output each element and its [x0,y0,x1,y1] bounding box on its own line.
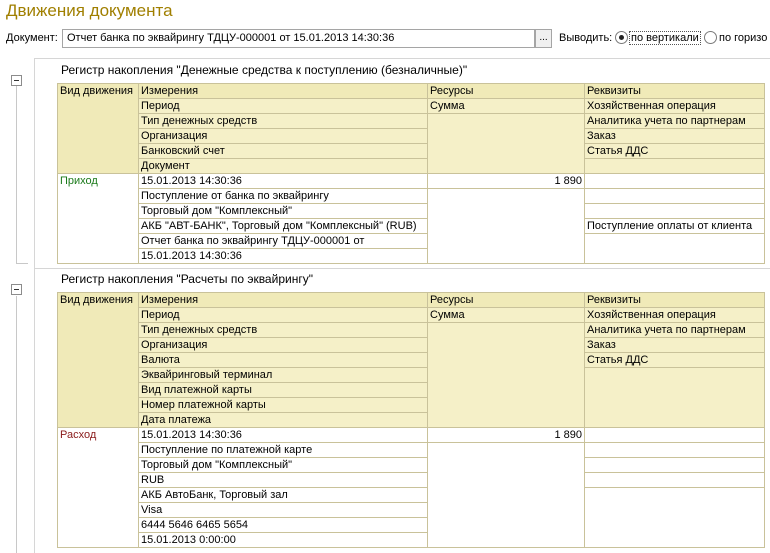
register-title: Регистр накопления "Денежные средства к поступлению (безналичные)" [61,63,468,77]
attribute-field: Аналитика учета по партнерам [585,323,765,338]
attribute-field: Заказ [585,129,765,144]
movement-type-expense: Расход [58,428,139,548]
dimension-value: Поступление по платежной карте [139,443,428,458]
dimension-field: Тип денежных средств [139,323,428,338]
resource-blank [428,189,585,264]
dimension-value: АКБ АвтоБанк, Торговый зал [139,488,428,503]
dimension-value: 6444 5646 6465 5654 [139,518,428,533]
dimension-value: 15.01.2013 0:00:00 [139,533,428,548]
dimension-value: АКБ "АВТ-БАНК", Торговый дом "Комплексный" (RUB) [139,219,428,234]
document-select-button[interactable]: ... [535,29,552,48]
dimension-value: 15.01.2013 14:30:36 [139,428,428,443]
attribute-field: Аналитика учета по партнерам [585,114,765,129]
radio-vertical-label[interactable]: по вертикали [631,32,699,44]
column-header-attributes: Реквизиты [585,293,765,308]
attribute-value [585,458,765,473]
attribute-value [585,473,765,488]
column-header-resources: Ресурсы [428,293,585,308]
document-label: Документ: [6,32,58,44]
dimension-field: Период [139,99,428,114]
attribute-field: Хозяйственная операция [585,308,765,323]
dimension-field: Валюта [139,353,428,368]
dimension-field: Вид платежной карты [139,383,428,398]
column-header-movement: Вид движения [58,84,139,174]
resource-blank [428,323,585,428]
window-title: Движения документа [6,1,173,20]
dimension-value: Торговый дом "Комплексный" [139,204,428,219]
dimension-value: 15.01.2013 14:30:36 [139,174,428,189]
register-table [57,83,765,264]
column-header-resources: Ресурсы [428,84,585,99]
attribute-blank [585,234,765,264]
column-header-dimensions: Измерения [139,293,428,308]
output-label: Выводить: [559,32,613,44]
resource-blank [428,114,585,174]
radio-vertical[interactable] [615,31,628,44]
attribute-blank [585,368,765,428]
column-header-movement: Вид движения [58,293,139,428]
register-table [57,292,765,548]
attribute-value [585,204,765,219]
resource-field: Сумма [428,99,585,114]
dimension-field: Эквайринговый терминал [139,368,428,383]
dimension-value: Торговый дом "Комплексный" [139,458,428,473]
tree-line [16,296,17,553]
resource-value: 1 890 [428,174,585,189]
dimension-field: Документ [139,159,428,174]
resource-field: Сумма [428,308,585,323]
attribute-value: Поступление оплаты от клиента [585,219,765,234]
dimension-field: Номер платежной карты [139,398,428,413]
tree-line [16,263,28,264]
dimension-field: Период [139,308,428,323]
radio-horizontal[interactable] [704,31,717,44]
register-title: Регистр накопления "Расчеты по эквайрингу" [61,272,313,286]
column-header-dimensions: Измерения [139,84,428,99]
attribute-field: Хозяйственная операция [585,99,765,114]
dimension-field: Тип денежных средств [139,114,428,129]
movement-type-income: Приход [58,174,139,264]
attribute-value [585,189,765,204]
dimension-field: Банковский счет [139,144,428,159]
attribute-field: Статья ДДС [585,353,765,368]
column-header-attributes: Реквизиты [585,84,765,99]
attribute-blank [585,159,765,174]
resource-blank [428,443,585,548]
collapse-icon[interactable] [11,284,22,295]
attribute-value [585,443,765,458]
attribute-blank [585,488,765,548]
dimension-field: Организация [139,338,428,353]
dimension-value: 15.01.2013 14:30:36 [139,249,428,264]
attribute-field: Статья ДДС [585,144,765,159]
attribute-value [585,174,765,189]
dimension-field: Дата платежа [139,413,428,428]
document-field[interactable]: Отчет банка по эквайрингу ТДЦУ-000001 от 15.01.2013 14:30:36 [62,29,535,48]
attribute-value [585,428,765,443]
attribute-field: Заказ [585,338,765,353]
dimension-value: Отчет банка по эквайрингу ТДЦУ-000001 от [139,234,428,249]
dimension-field: Организация [139,129,428,144]
radio-horizontal-label[interactable]: по горизо [719,32,768,44]
tree-line [16,86,17,263]
resource-value: 1 890 [428,428,585,443]
dimension-value: Visa [139,503,428,518]
collapse-icon[interactable] [11,75,22,86]
dimension-value: Поступление от банка по эквайрингу [139,189,428,204]
divider [34,268,770,269]
dimension-value: RUB [139,473,428,488]
document-toolbar [0,28,770,50]
